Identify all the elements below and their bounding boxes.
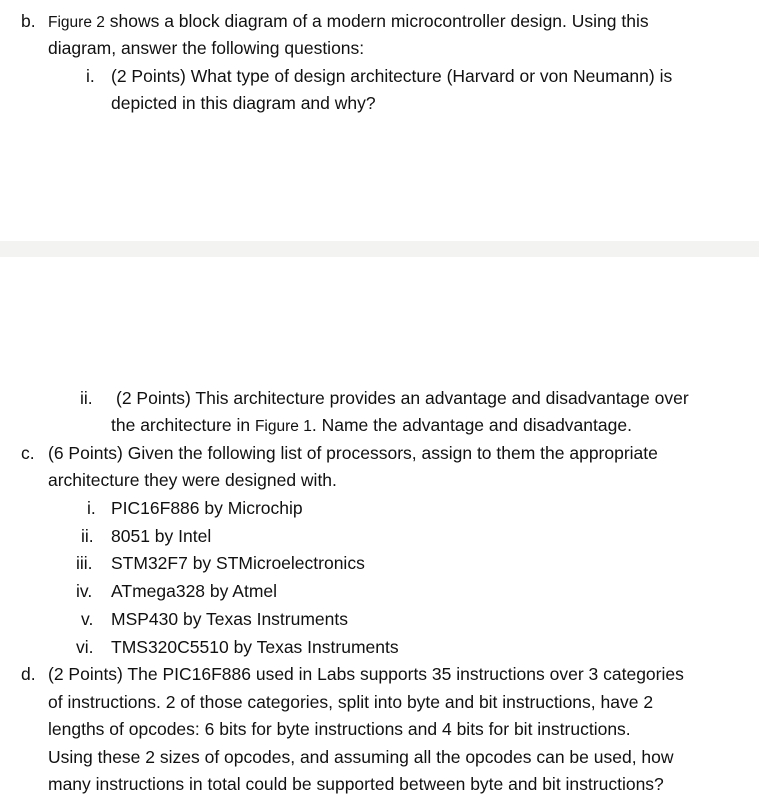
figure-1-reference: Figure 1 <box>254 418 312 435</box>
section-d-marker: d. <box>21 664 36 684</box>
processor-item: ATmega328 by Atmel <box>111 581 278 601</box>
section-d-line: many instructions in total could be supported between byte and bit instructions? <box>48 774 664 794</box>
processor-item-marker: iv. <box>76 581 93 601</box>
section-d-line: of instructions. 2 of those categories, split into byte and bit instructions, have 2 <box>48 692 654 712</box>
question-b-ii-marker: ii. <box>80 388 93 408</box>
section-c-line-1: (6 Points) Given the following list of processors, assign to them the appropriate <box>48 443 658 463</box>
question-b-i-line-2: depicted in this diagram and why? <box>111 93 376 113</box>
processor-item: PIC16F886 by Microchip <box>111 498 303 518</box>
page-break-band <box>0 241 759 257</box>
section-d-line: (2 Points) The PIC16F886 used in Labs supports 35 instructions over 3 categories <box>48 664 684 684</box>
section-c-line-2: architecture they were designed with. <box>48 470 337 490</box>
question-b-ii-line-2 <box>111 413 632 439</box>
processor-item-marker: ii. <box>81 526 94 546</box>
question-b-ii-line-2-post: . Name the advantage and disadvantage. <box>311 415 632 435</box>
question-b-ii-line-1: (2 Points) This architecture provides an advantage and disadvantage over <box>116 388 689 408</box>
processor-item: TMS320C5510 by Texas Instruments <box>111 637 399 657</box>
question-b-i-marker: i. <box>86 66 95 86</box>
processor-item-marker: iii. <box>76 553 93 573</box>
section-b-marker: b. <box>21 11 36 31</box>
processor-item: 8051 by Intel <box>111 526 212 546</box>
processor-item-marker: i. <box>87 498 96 518</box>
figure-2-reference: Figure 2 <box>48 14 105 31</box>
section-d-line: Using these 2 sizes of opcodes, and assuming all the opcodes can be used, how <box>48 747 674 767</box>
question-b-ii-line-2-pre: the architecture in <box>111 415 255 435</box>
section-b-line-1-text: shows a block diagram of a modern microcontroller design. Using this <box>104 11 649 31</box>
processor-item-marker: v. <box>81 609 94 629</box>
section-b-line-2: diagram, answer the following questions: <box>48 38 365 58</box>
section-d-line: lengths of opcodes: 6 bits for byte instructions and 4 bits for bit instructions. <box>48 719 631 739</box>
processor-item: STM32F7 by STMicroelectronics <box>111 553 365 573</box>
question-b-i-line-1: (2 Points) What type of design architecture (Harvard or von Neumann) is <box>111 66 673 86</box>
processor-item-marker: vi. <box>76 637 94 657</box>
section-c-marker: c. <box>21 443 35 463</box>
section-b-line-1 <box>48 9 649 35</box>
processor-item: MSP430 by Texas Instruments <box>111 609 349 629</box>
